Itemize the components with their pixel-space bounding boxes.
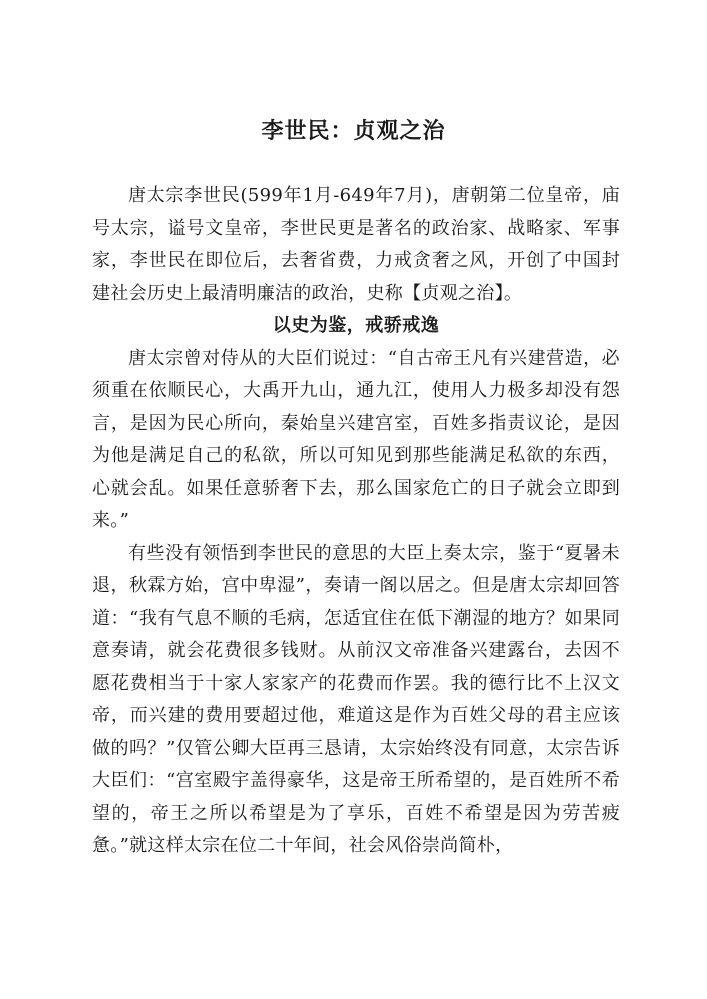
body-paragraph-2: 有些没有领悟到李世民的意思的大臣上奏太宗，鉴于“夏暑未退，秋霖方始，宫中卑湿”，奏请一阁以居之。但是唐太宗却回答道：“我有气息不顺的毛病，怎适宜住在低下潮湿的地方？如果同意奏请，就会花费很多钱财。从前汉文帝准备兴建露台，去因不愿花费相当于十家人家家产的花费而作罢。我的德行比不上汉文帝，而兴建的费用要超过他，难道这是作为百姓父母的君主应该做的吗？”仅管公卿大臣再三恳请，太宗始终没有同意，太宗告诉大臣们：“宫室殿宇盖得豪华，这是帝王所希望的，是百姓所不希望的，帝王之所以希望是为了享乐，百姓不希望是因为劳苦疲惫。”就这样太宗在位二十年间，社会风俗崇尚简朴， xyxy=(92,542,620,856)
body-paragraph-1: 唐太宗曾对侍从的大臣们说过：“自古帝王凡有兴建营造，必须重在依顺民心，大禹开九山，通九江，使用人力极多却没有怨言，是因为民心所向，秦始皇兴建宫室，百姓多指责议论，是因为他是满足自己的私欲，所以可知见到那些能满足私欲的东西，心就会乱。如果任意骄奢下去，那么国家危亡的日子就会立即到来。” xyxy=(92,347,620,531)
intro-paragraph: 唐太宗李世民(599年1月-649年7月)，唐朝第二位皇帝，庙号太宗，谥号文皇帝，李世民更是著名的政治家、战略家、军事家，李世民在即位后，去奢省费，力戒贪奢之风，开创了中国封建社会历史上最清明廉洁的政治，史称【贞观之治】。 xyxy=(92,185,620,304)
section-title: 以史为鉴，戒骄戒逸 xyxy=(272,315,440,336)
document-body xyxy=(92,180,620,863)
page-title: 李世民：贞观之治 xyxy=(261,118,446,144)
